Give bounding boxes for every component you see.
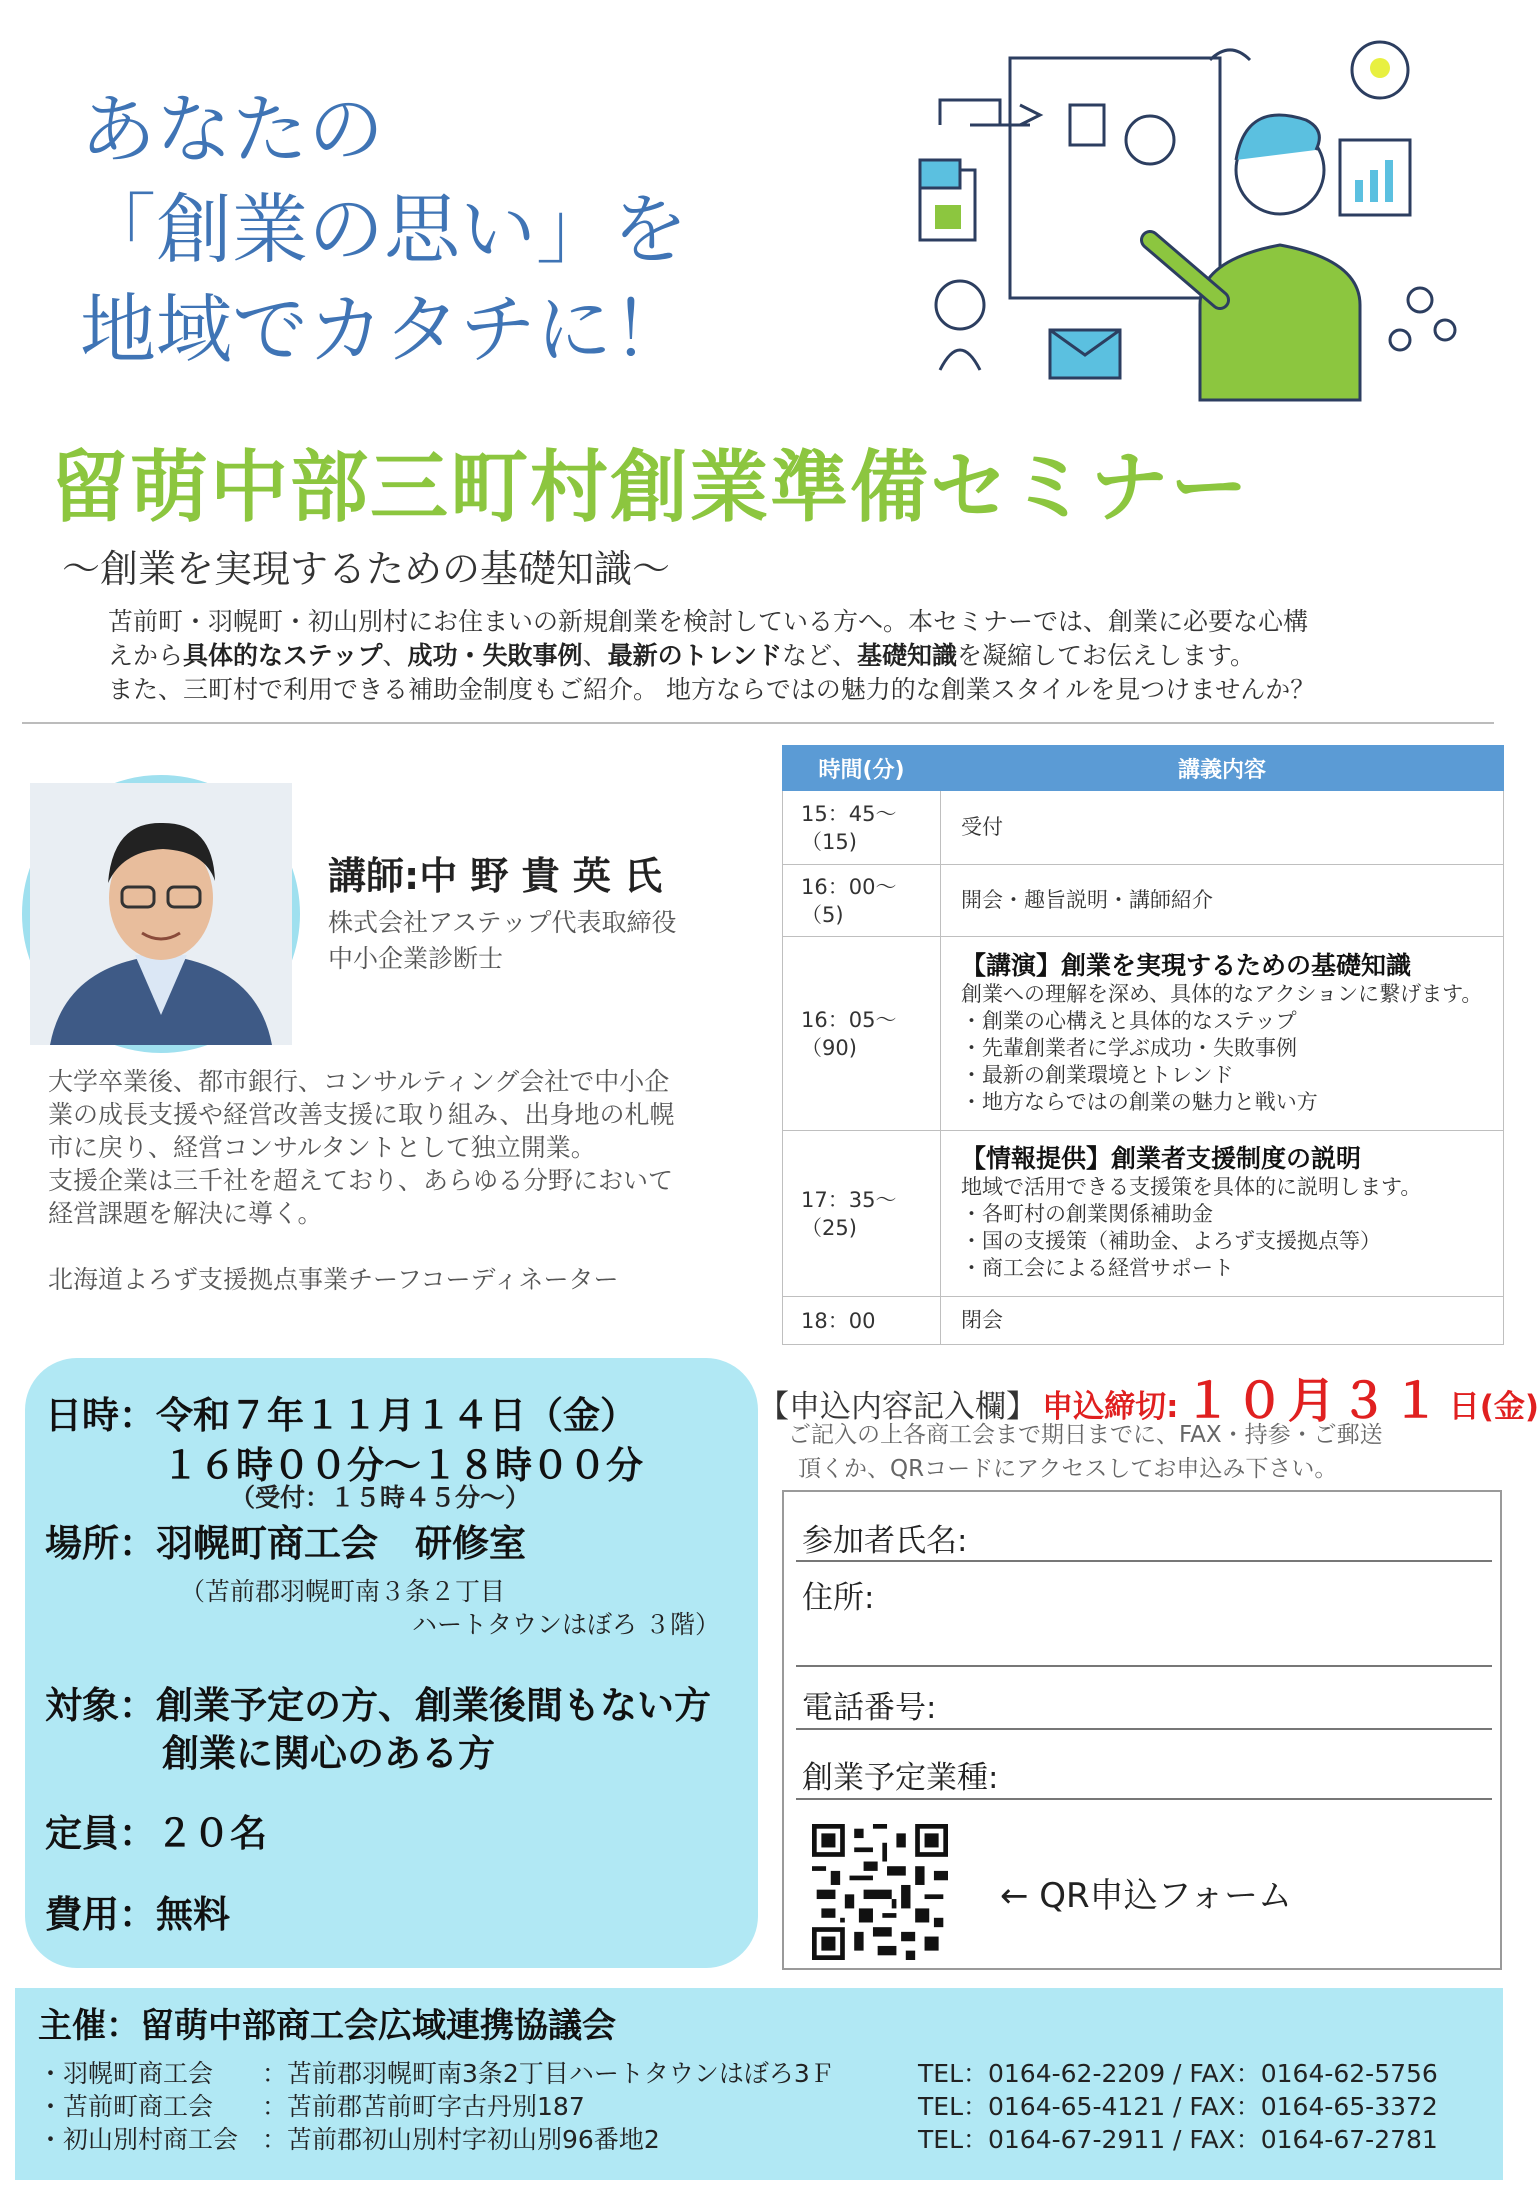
speaker-extra-title: 北海道よろず支援拠点事業チーフコーディネーター — [48, 1265, 619, 1294]
organizer-name: 主催：留萌中部商工会広域連携協議会 — [38, 2006, 616, 2046]
deadline-label: 申込締切: — [1042, 1389, 1179, 1425]
list-item: ・国の支援策（補助金、よろず支援拠点等） — [961, 1229, 1381, 1253]
bio-line: 経営課題を解決に導く。 — [48, 1199, 323, 1228]
office-name: ・羽幌町商工会 — [38, 2059, 214, 2088]
hero-line-2: 「創業の思い」を — [80, 185, 688, 274]
header-time: 時間(分) — [783, 746, 941, 791]
row-content: 受付 — [941, 791, 1504, 865]
info-session-desc: 地域で活用できる支援策を具体的に説明します。 — [961, 1175, 1422, 1199]
phone-field-label: 電話番号: — [802, 1690, 937, 1726]
schedule-table — [782, 745, 1504, 1345]
hero-catchphrase — [80, 80, 688, 380]
row-content — [941, 1131, 1504, 1297]
qr-code[interactable] — [812, 1824, 948, 1960]
table-row — [783, 791, 1504, 865]
table-row — [783, 937, 1504, 1131]
intro-line-1: 苫前町・羽幌町・初山別村にお住まいの新規創業を検討している方へ。本セミナーでは、創業に必要な心構 — [108, 607, 1309, 636]
intro-line-3: また、三町村で利用できる補助金制度もご紹介。 地方ならではの魅力的な創業スタイルを見つけませんか？ — [108, 675, 1316, 704]
qr-form-label: ← QR申込フォーム — [1000, 1876, 1292, 1916]
event-address-1: （苫前郡羽幌町南３条２丁目 — [180, 1577, 506, 1606]
bio-line: 大学卒業後、都市銀行、コンサルティング会社で中小企 — [48, 1067, 670, 1096]
header-content: 講義内容 — [941, 746, 1504, 791]
row-time: 15：45～ （15) — [783, 791, 941, 865]
hero-line-3: 地域でカタチに！ — [80, 285, 688, 374]
lecture-desc: 創業への理解を深め、具体的なアクションに繋げます。 — [961, 981, 1483, 1006]
name-field-label: 参加者氏名: — [802, 1523, 968, 1559]
schedule-header-row — [783, 746, 1504, 791]
name-field[interactable] — [796, 1560, 1492, 1562]
info-session-title: 【情報提供】創業者支援制度の説明 — [961, 1144, 1362, 1173]
seminar-title: 留萌中部三町村創業準備セミナー — [50, 443, 1251, 533]
list-item: ・創業の心構えと具体的なステップ — [961, 1008, 1297, 1033]
row-time: 17：35～ （25) — [783, 1131, 941, 1297]
application-note — [788, 1418, 1383, 1486]
event-time: １６時００分～１８時００分 — [162, 1444, 643, 1487]
list-item: ・各町村の創業関係補助金 — [961, 1202, 1213, 1226]
intro-line-2: えから具体的なステップ、成功・失敗事例、最新のトレンドなど、基礎知識を凝縮してお伝えします。 — [108, 641, 1256, 670]
note-line-1: ご記入の上各商工会まで期日までに、FAX・持参・ご郵送 — [788, 1422, 1383, 1448]
list-item: ・商工会による経営サポート — [961, 1256, 1234, 1280]
event-reception: （受付：１５時４５分～） — [230, 1483, 531, 1512]
office-name: ・初山別村商工会 — [38, 2125, 239, 2154]
event-place: 場所：羽幌町商工会 研修室 — [45, 1522, 526, 1565]
speaker-photo — [22, 775, 300, 1053]
deadline-date: １０月３１ — [1183, 1373, 1444, 1429]
phone-field[interactable] — [796, 1728, 1492, 1730]
row-time: 16：00～ （5) — [783, 865, 941, 937]
office-contact: TEL：0164-62-2209 / FAX：0164-62-5756 — [918, 2059, 1438, 2088]
row-content — [941, 937, 1504, 1131]
lecture-title: 【講演】創業を実現するための基礎知識 — [961, 950, 1412, 980]
business-field-label: 創業予定業種: — [802, 1760, 999, 1796]
row-time: 18：00 — [783, 1297, 941, 1345]
application-label: 【申込内容記入欄】 — [758, 1389, 1037, 1425]
office-address: ：苫前郡苫前町字古丹別187 — [262, 2092, 585, 2121]
bio-line: 支援企業は三千社を超えており、あらゆる分野において — [48, 1166, 674, 1195]
bio-line: 業の成長支援や経営改善支援に取り組み、出身地の札幌 — [48, 1100, 675, 1129]
office-address: ：苫前郡羽幌町南3条2丁目ハートタウンはぼろ3Ｆ — [262, 2059, 835, 2088]
list-item: ・最新の創業環境とトレンド — [961, 1062, 1234, 1087]
row-time: 16：05～ （90) — [783, 937, 941, 1131]
table-row — [783, 1297, 1504, 1345]
speaker-bio — [48, 1065, 758, 1296]
table-row — [783, 1131, 1504, 1297]
note-line-2: 頂くか、QRコードにアクセスしてお申込み下さい。 — [798, 1456, 1338, 1482]
seminar-subtitle: ～創業を実現するための基礎知識～ — [62, 547, 671, 591]
bio-line: 市に戻り、経営コンサルタントとして独立開業。 — [48, 1133, 596, 1162]
divider — [22, 722, 1494, 724]
speaker-name: 講師:中 野 貴 英 氏 — [328, 854, 663, 898]
speaker-role-2: 中小企業診断士 — [328, 944, 504, 973]
event-fee: 費用：無料 — [45, 1893, 230, 1936]
office-contact: TEL：0164-65-4121 / FAX：0164-65-3372 — [918, 2092, 1438, 2121]
address-field-label: 住所: — [802, 1580, 875, 1616]
row-content: 開会・趣旨説明・講師紹介 — [941, 865, 1504, 937]
list-item: ・先輩創業者に学ぶ成功・失敗事例 — [961, 1035, 1297, 1060]
row-content: 閉会 — [941, 1297, 1504, 1345]
event-date: 日時：令和７年１１月１４日（金） — [45, 1394, 637, 1437]
deadline-suffix: 日(金) — [1448, 1389, 1539, 1425]
table-row — [783, 865, 1504, 937]
event-target: 対象：創業予定の方、創業後間もない方 — [45, 1684, 711, 1727]
office-name: ・苫前町商工会 — [38, 2092, 214, 2121]
intro-text — [108, 605, 1478, 707]
business-field[interactable] — [796, 1798, 1492, 1800]
hero-line-1: あなたの — [80, 85, 384, 174]
list-item: ・地方ならではの創業の魅力と戦い方 — [961, 1089, 1318, 1114]
event-target-2: 創業に関心のある方 — [162, 1732, 495, 1775]
address-field[interactable] — [796, 1665, 1492, 1667]
event-capacity: 定員：２０名 — [45, 1812, 267, 1855]
speaker-role-1: 株式会社アステップ代表取締役 — [328, 908, 677, 937]
office-address: ：苫前郡初山別村字初山別96番地2 — [262, 2125, 660, 2154]
seminar-illustration — [900, 30, 1460, 400]
speaker-roles — [328, 905, 677, 977]
event-address-2: ハートタウンはぼろ ３階） — [412, 1610, 720, 1639]
office-contact: TEL：0164-67-2911 / FAX：0164-67-2781 — [918, 2125, 1438, 2154]
